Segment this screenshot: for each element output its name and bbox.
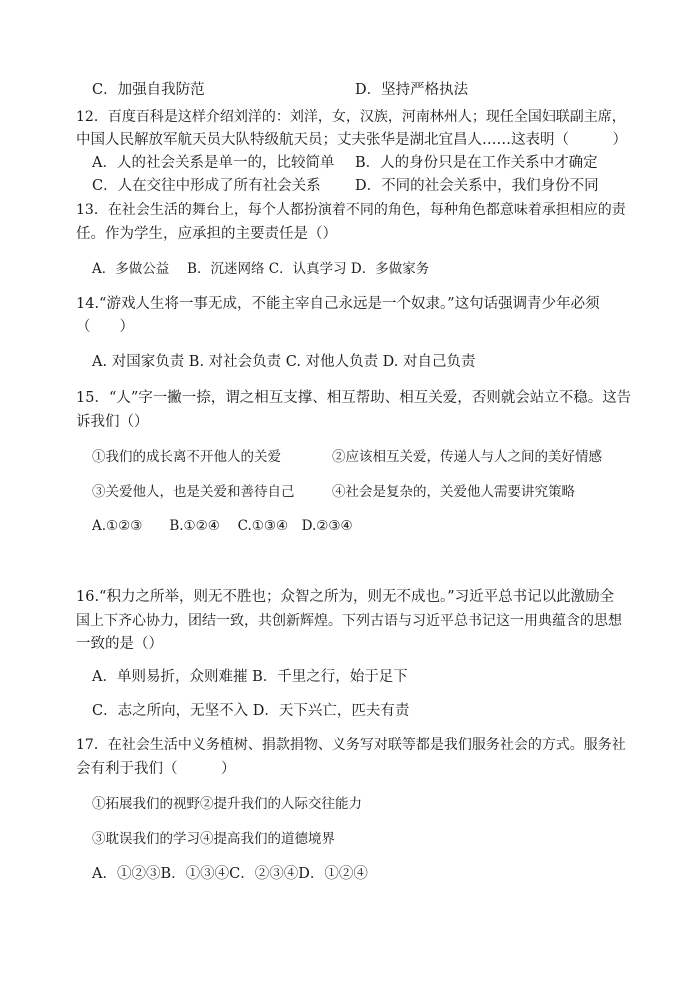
q12-option-a: A．人的社会关系是单一的，比较简单 (92, 155, 335, 171)
q11-option-d: D．坚持严格执法 (355, 82, 469, 98)
q16-options-line1: A．单则易折，众则难摧 B．千里之行，始于足下 (92, 669, 408, 685)
q16-stem-line2: 国上下齐心协力，团结一致，共创新辉煌。下列古语与习近平总书记这一用典蕴含的思想 (76, 613, 622, 629)
q17-stem-line1: 17．在社会生活中义务植树、捐款捐物、义务写对联等都是我们服务社会的方式。服务社 (76, 737, 626, 753)
q14-stem-line1: 14.“游戏人生将一事无成，不能主宰自己永远是一个奴隶。”这句话强调青少年必须 (76, 296, 600, 312)
q15-item2: ②应该相互关爱，传递人与人之间的美好情感 (332, 449, 602, 465)
q15-item4: ④社会是复杂的，关爱他人需要讲究策略 (332, 484, 575, 500)
q14-stem-line2: （ ） (76, 319, 134, 335)
q17-options: A．①②③B．①③④C．②③④D．①②④ (92, 866, 368, 882)
q16-options-line2: C．志之所向，无坚不入 D．天下兴亡，匹夫有责 (92, 703, 410, 719)
q13-options: A．多做公益 B．沉迷网络 C．认真学习 D．多做家务 (92, 261, 430, 277)
q17-items-line1: ①拓展我们的视野②提升我们的人际交往能力 (92, 796, 362, 812)
q16-stem-line3: 一致的是（） (76, 636, 163, 652)
q12-stem-line1: 12．百度百科是这样介绍刘洋的：刘洋，女，汉族，河南林州人；现任全国妇联副主席， (76, 109, 626, 125)
q12-option-c: C．人在交往中形成了所有社会关系 (92, 178, 321, 194)
q15-item1: ①我们的成长离不开他人的关爱 (92, 449, 281, 465)
q11-option-c: C．加强自我防范 (92, 82, 205, 98)
q15-options: A.①②③ B.①②④ C.①③④ D.②③④ (92, 518, 353, 534)
q16-stem-line1: 16.“积力之所举，则无不胜也；众智之所为，则无不成也。”习近平总书记以此激励全 (76, 589, 615, 605)
q14-options: A. 对国家负责 B. 对社会负责 C. 对他人负责 D. 对自己负责 (92, 354, 476, 370)
q15-item3: ③关爱他人，也是关爱和善待自己 (92, 484, 295, 500)
q13-stem-line1: 13．在社会生活的舞台上，每个人都扮演着不同的角色，每种角色都意味着承担相应的责 (76, 202, 626, 218)
q17-items-line2: ③耽误我们的学习④提高我们的道德境界 (92, 831, 335, 847)
q15-stem-line2: 诉我们（） (76, 414, 149, 430)
q13-stem-line2: 任。作为学生，应承担的主要责任是（） (76, 226, 337, 242)
q12-stem-line2: 中国人民解放军航天员大队特级航天员；丈夫张华是湖北宜昌人……这表明（ ） (76, 132, 627, 148)
q15-stem-line1: 15．“人”字一撇一捺，谓之相互支撑、相互帮助、相互关爱，否则就会站立不稳。这告 (76, 390, 632, 406)
q12-option-b: B．人的身份只是在工作关系中才确定 (355, 155, 598, 171)
q17-stem-line2: 会有利于我们（ ） (76, 761, 236, 777)
q12-option-d: D．不同的社会关系中，我们身份不同 (355, 178, 599, 194)
